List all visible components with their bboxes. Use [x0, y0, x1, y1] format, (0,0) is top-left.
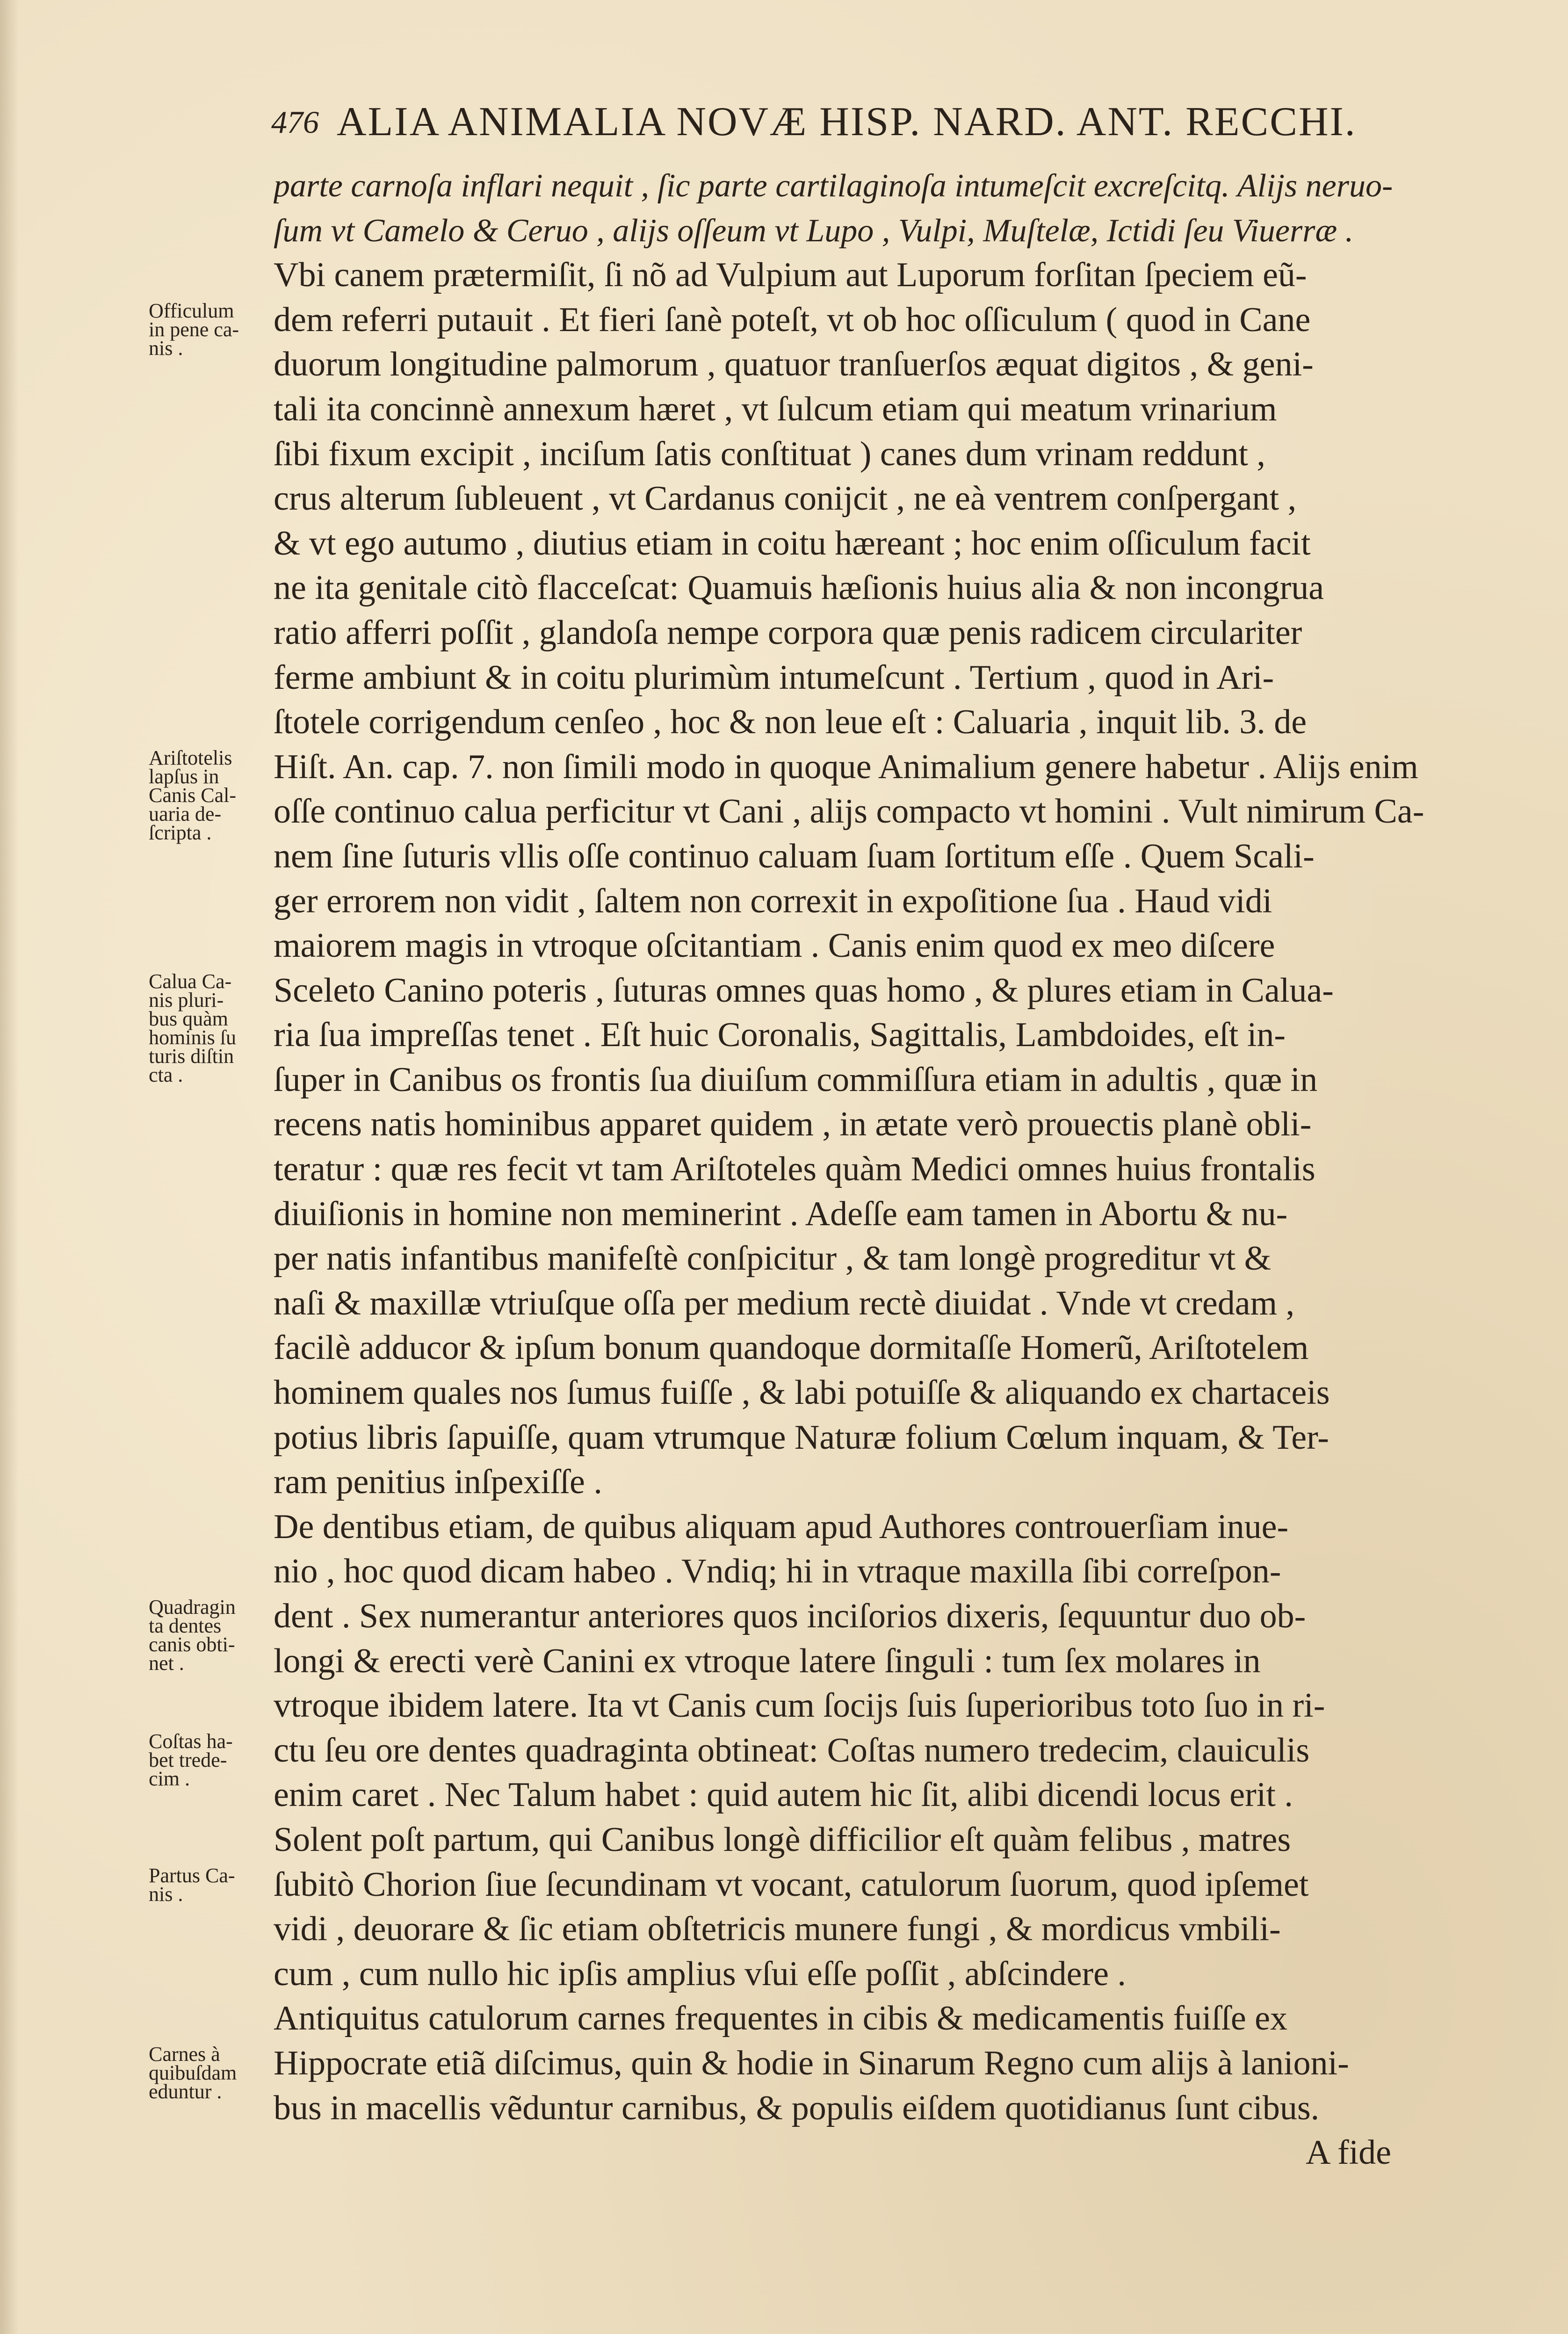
margin-note-line: eduntur . [149, 2080, 222, 2103]
margin-note-line: Officulum [149, 299, 234, 322]
text-line: tali ita concinnè annexum hæret , vt ſulcum etiam qui meatum vrinarium [274, 390, 1277, 428]
text-line: ferme ambiunt & in coitu plurimùm intumeſcunt . Tertium , quod in Ari- [274, 658, 1274, 697]
text-line: cum , cum nullo hic ipſis amplius vſui eſſe poſſit , abſcindere . [274, 1954, 1126, 1993]
margin-note-line: ſcripta . [149, 821, 212, 844]
margin-note [149, 1732, 268, 1788]
margin-note-line: net . [149, 1652, 184, 1675]
margin-note-line: cim . [149, 1767, 190, 1790]
margin-note-line: Canis Cal- [149, 783, 236, 807]
margin-note-line: hominis ſu [149, 1026, 237, 1049]
text-line: vidi , deuorare & ſic etiam obſtetricis munere fungi , & mordicus vmbili- [274, 1910, 1281, 1949]
margin-note-line: turis diſtin [149, 1044, 234, 1068]
margin-note-line: uaria de- [149, 802, 222, 825]
text-line: ſtotele corrigendum cenſeo , hoc & non leue eſt : Caluaria , inquit lib. 3. de [274, 703, 1307, 742]
page-header [271, 94, 1422, 145]
text-line: hominem quales nos ſumus fuiſſe , & labi potuiſſe & aliquando ex chartaceis [274, 1373, 1330, 1412]
margin-note-line: quibuſdam [149, 2061, 237, 2085]
text-line: Vbi canem prætermiſit, ſi nõ ad Vulpium aut Luporum forſitan ſpeciem eũ- [274, 256, 1307, 295]
margin-note-line: in pene ca- [149, 318, 239, 341]
margin-note-line: bet trede- [149, 1749, 227, 1771]
text-line: teratur : quæ res fecit vt tam Ariſtoteles quàm Medici omnes huius frontalis [274, 1150, 1315, 1189]
margin-note-line: nis . [149, 336, 183, 360]
text-line: dent . Sex numerantur anteriores quos inciſorios dixeris, ſequuntur duo ob- [274, 1597, 1306, 1635]
margin-note-line: nis . [149, 1882, 183, 1906]
text-line: Hiſt. An. cap. 7. non ſimili modo in quoque Animalium genere habetur . Alijs enim [274, 747, 1418, 786]
text-line: Solent poſt partum, qui Canibus longè difficilior eſt quàm felibus , matres [274, 1820, 1291, 1859]
margin-note-line: canis obti- [149, 1633, 235, 1656]
text-line: & vt ego autumo , diutius etiam in coitu hæreant ; hoc enim oſſiculum facit [274, 524, 1311, 563]
margin-note-line: lapſus in [149, 765, 219, 788]
margin-note-line: cta . [149, 1063, 183, 1086]
text-line: ſubitò Chorion ſiue ſecundinam vt vocant, catulorum ſuorum, quod ipſemet [274, 1865, 1309, 1904]
text-line: duorum longitudine palmorum , quatuor tranſuerſos æquat digitos , & geni- [274, 345, 1314, 384]
text-line: ſibi fixum excipit , inciſum ſatis conſtituat ) canes dum vrinam reddunt , [274, 434, 1265, 473]
margin-note-line: Calua Ca- [149, 969, 232, 993]
catchword: A fide [1306, 2133, 1391, 2172]
text-line: naſi & maxillæ vtriuſque oſſa per medium rectè diuidat . Vnde vt credam , [274, 1284, 1295, 1322]
text-line: enim caret . Nec Talum habet : quid autem hic ſit, alibi dicendi locus erit . [274, 1776, 1293, 1814]
text-line: Hippocrate etiã diſcimus, quin & hodie in Sinarum Regno cum alijs à lanioni- [274, 2044, 1349, 2082]
text-line: potius libris ſapuiſſe, quam vtrumque Naturæ folium Cœlum inquam, & Ter- [274, 1418, 1329, 1457]
text-line: dem referri putauit . Et fieri ſanè poteſt, vt ob hoc oſſiculum ( quod in Cane [274, 300, 1311, 339]
text-line: diuiſionis in homine non meminerint . Adeſſe eam tamen in Abortu & nu- [274, 1194, 1288, 1233]
margin-note-line: nis pluri- [149, 988, 224, 1012]
text-line: ne ita genitale citò flacceſcat: Quamuis hæſionis huius alia & non incongrua [274, 569, 1324, 607]
margin-note [149, 2045, 268, 2101]
text-line: bus in macellis vẽduntur carnibus, & populis eiſdem quotidianus ſunt cibus. [274, 2088, 1320, 2127]
margin-note-line: Carnes à [149, 2043, 220, 2066]
margin-note-line: Coſtas ha- [149, 1730, 233, 1753]
running-head: ALIA ANIMALIA NOVÆ HISP. NARD. ANT. RECCHI. [337, 99, 1357, 145]
body-text [274, 164, 1424, 2175]
text-line: Antiquitus catulorum carnes frequentes in cibis & medicamentis fuiſſe ex [274, 1999, 1288, 2038]
margin-note-line: Partus Ca- [149, 1864, 235, 1887]
margin-note-line: ta dentes [149, 1614, 222, 1638]
text-line: maiorem magis in vtroque oſcitantiam . Canis enim quod ex meo diſcere [274, 926, 1275, 965]
margin-note [149, 746, 268, 844]
margin-note [149, 1598, 268, 1673]
text-line: ſuper in Canibus os frontis ſua diuiſum commiſſura etiam in adultis , quæ in [274, 1060, 1318, 1099]
text-line: Sceleto Canino poteris , ſuturas omnes quas homo , & plures etiam in Calua- [274, 971, 1334, 1010]
text-line: crus alterum ſubleuent , vt Cardanus conijcit , ne eà ventrem conſpergant , [274, 479, 1297, 518]
text-line: recens natis hominibus apparet quidem , in ætate verò prouectis planè obli- [274, 1105, 1312, 1144]
text-line: parte carnoſa inflari nequit , ſic parte cartilaginoſa intumeſcit excreſcitq. Alijs neruo- [274, 168, 1393, 204]
text-line: ratio afferri poſſit , glandoſa nempe corpora quæ penis radicem circulariter [274, 613, 1302, 652]
margin-note [149, 299, 268, 360]
margin-note [149, 1866, 268, 1904]
text-line: ger errorem non vidit , ſaltem non correxit in expoſitione ſua . Haud vidi [274, 882, 1272, 920]
text-line: facilè adducor & ipſum bonum quandoque dormitaſſe Homerũ, Ariſtotelem [274, 1329, 1309, 1367]
text-line: longi & erecti verè Canini ex vtroque latere ſinguli : tum ſex molares in [274, 1641, 1261, 1680]
text-line: ria ſua impreſſas tenet . Eſt huic Coronalis, Sagittalis, Lambdoides, eſt in- [274, 1016, 1286, 1055]
text-line: nio , hoc quod dicam habeo . Vndiq; hi in vtraque maxilla ſibi correſpon- [274, 1552, 1281, 1591]
text-line: ctu ſeu ore dentes quadraginta obtineat: Coſtas numero tredecim, clauiculis [274, 1731, 1310, 1770]
text-line: vtroque ibidem latere. Ita vt Canis cum ſocijs ſuis ſuperioribus toto ſuo in ri- [274, 1686, 1325, 1725]
margin-note-line: bus quàm [149, 1007, 228, 1030]
text-line: ſum vt Camelo & Ceruo , alijs oſſeum vt Lupo , Vulpi, Muſtelæ, Ictidi ſeu Viuerræ . [274, 212, 1354, 249]
margin-note-line: Ariſtotelis [149, 746, 232, 769]
text-line: De dentibus etiam, de quibus aliquam apud Authores controuerſiam inue- [274, 1507, 1289, 1546]
page-number: 476 [271, 104, 319, 140]
text-line: oſſe continuo calua perficitur vt Cani , alijs compacto vt homini . Vult nimirum Ca- [274, 792, 1424, 831]
gutter-shadow [0, 0, 19, 2334]
text-line: ram penitius inſpexiſſe . [274, 1463, 602, 1502]
text-line: per natis infantibus manifeſtè conſpicitur , & tam longè progreditur vt & [274, 1239, 1272, 1278]
margin-note [149, 969, 268, 1086]
text-line: nem ſine ſuturis vllis oſſe continuo caluam ſuam ſortitum eſſe . Quem Scali- [274, 837, 1315, 875]
margin-note-line: Quadragin [149, 1596, 236, 1619]
